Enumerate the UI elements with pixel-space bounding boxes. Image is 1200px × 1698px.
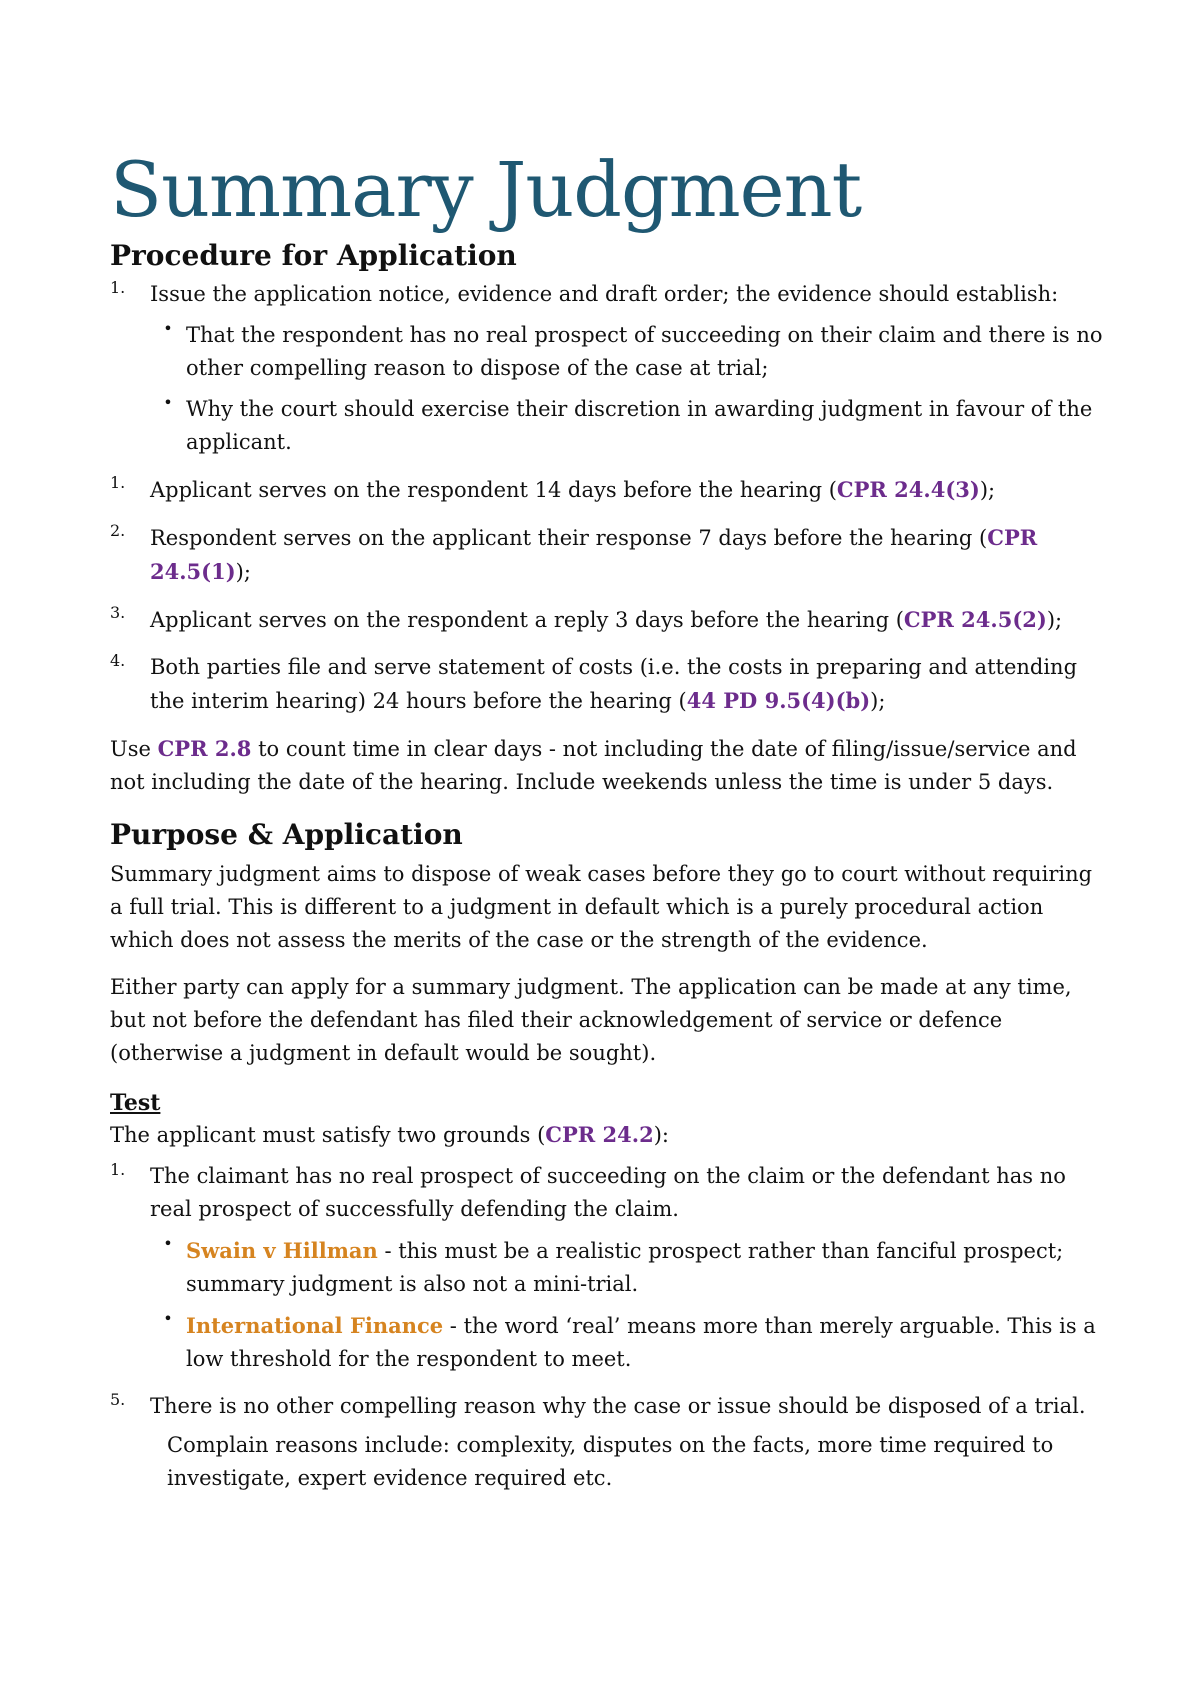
test-intro: [110, 1118, 1110, 1152]
case-name: Swain v Hillman: [186, 1238, 378, 1264]
clear-days-post: to count time in clear days - not including the date of filing/issue/service and not including the date of the hearing. Include weekends unless the time is under 5 days.: [110, 737, 1077, 795]
purpose-paragraph: Either party can apply for a summary judgment. The application can be made at any time, but not before the defendant has filed their acknowledgement of service or defence (otherwise a judgment in default would be sought).: [110, 974, 1072, 1065]
step-text-post: );: [979, 478, 996, 503]
test-ground: [110, 1390, 1110, 1423]
procedure-step: [110, 521, 1110, 589]
list-number: 1.: [110, 1160, 126, 1180]
list-number: 4.: [110, 651, 126, 671]
procedure-heading: Procedure for Application: [110, 238, 517, 272]
test-ground: [110, 1160, 1110, 1226]
case-bullet: [150, 1234, 1110, 1301]
step-text-pre: Respondent serves on the applicant their response 7 days before the hearing (: [150, 526, 988, 551]
ground-text: There is no other compelling reason why the case or issue should be disposed of a trial.: [150, 1394, 1086, 1419]
step-text: [150, 473, 995, 507]
case-bullet: [150, 1309, 1110, 1376]
test-intro-post: ):: [653, 1123, 669, 1148]
case-description: - this must be a realistic prospect rather than fanciful prospect; summary judgment is also not a mini-trial.: [186, 1239, 1064, 1297]
procedure-step: [110, 473, 1110, 507]
step-text-pre: Applicant serves on the respondent 14 days before the hearing (: [150, 478, 837, 503]
step-text-pre: Applicant serves on the respondent a reply 3 days before the hearing (: [150, 608, 904, 633]
list-number: 1.: [110, 473, 126, 493]
clear-days-paragraph: [110, 732, 1110, 799]
bullet-text: That the respondent has no real prospect of succeeding on their claim and there is no other compelling reason to dispose of the case at trial;: [186, 323, 1103, 381]
procedure-step: [110, 603, 1110, 637]
case-description: - the word ‘real’ means more than merely arguable. This is a low threshold for the respondent to meet.: [186, 1314, 1096, 1372]
case-text: [186, 1309, 1110, 1376]
cpr-reference: CPR 24.2: [545, 1122, 654, 1148]
list-number: 3.: [110, 603, 126, 623]
bullet-icon: •: [163, 1309, 173, 1329]
procedure-intro: [110, 278, 1110, 311]
reasons-paragraph: Complain reasons include: complexity, disputes on the facts, more time required to investigate, expert evidence required etc.: [167, 1433, 1054, 1491]
bullet-icon: •: [163, 1234, 173, 1254]
case-text: [186, 1234, 1110, 1301]
bullet-item: [150, 319, 1110, 385]
cpr-reference: CPR 24.5(2): [903, 607, 1047, 633]
purpose-heading: Purpose & Application: [110, 818, 463, 852]
test-intro-pre: The applicant must satisfy two grounds (: [110, 1123, 546, 1148]
step-text-post: );: [1046, 608, 1063, 633]
procedure-step: [110, 651, 1110, 718]
cpr-reference: CPR 24.5(1): [150, 525, 1038, 585]
clear-days-pre: Use: [110, 737, 158, 762]
page-title: Summary Judgment: [110, 145, 862, 234]
cpr-reference: 44 PD 9.5(4)(b): [686, 688, 871, 714]
cpr-reference: CPR 2.8: [157, 736, 252, 762]
cpr-reference: CPR 24.4(3): [836, 477, 980, 503]
step-text-post: );: [870, 689, 886, 714]
bullet-icon: •: [163, 319, 173, 339]
step-text: [150, 521, 1110, 589]
step-text: [150, 651, 1110, 718]
list-number: 2.: [110, 521, 126, 541]
ground-text: The claimant has no real prospect of succeeding on the claim or the defendant has no real prospect of successfully defending the claim.: [150, 1164, 1066, 1222]
step-text-pre: Both parties file and serve statement of costs (i.e. the costs in preparing and attending the interim hearing) 24 hours before the hearing (: [150, 655, 1078, 714]
test-heading: Test: [110, 1089, 161, 1116]
case-name: International Finance: [186, 1313, 444, 1339]
list-number: 1.: [110, 278, 126, 298]
purpose-paragraph: Summary judgment aims to dispose of weak cases before they go to court without requiring a full trial. This is different to a judgment in default which is a purely procedural action which does not assess the merits of the case or the strength of the evidence.: [110, 861, 1093, 952]
list-number: 5.: [110, 1390, 126, 1410]
bullet-text: Why the court should exercise their discretion in awarding judgment in favour of the applicant.: [186, 397, 1093, 455]
bullet-item: [150, 393, 1110, 459]
procedure-intro-text: Issue the application notice, evidence and draft order; the evidence should establish:: [150, 282, 1059, 307]
step-text: [150, 603, 1062, 637]
bullet-icon: •: [163, 393, 173, 413]
document-content: [110, 145, 1110, 1495]
step-text-post: );: [235, 560, 251, 585]
